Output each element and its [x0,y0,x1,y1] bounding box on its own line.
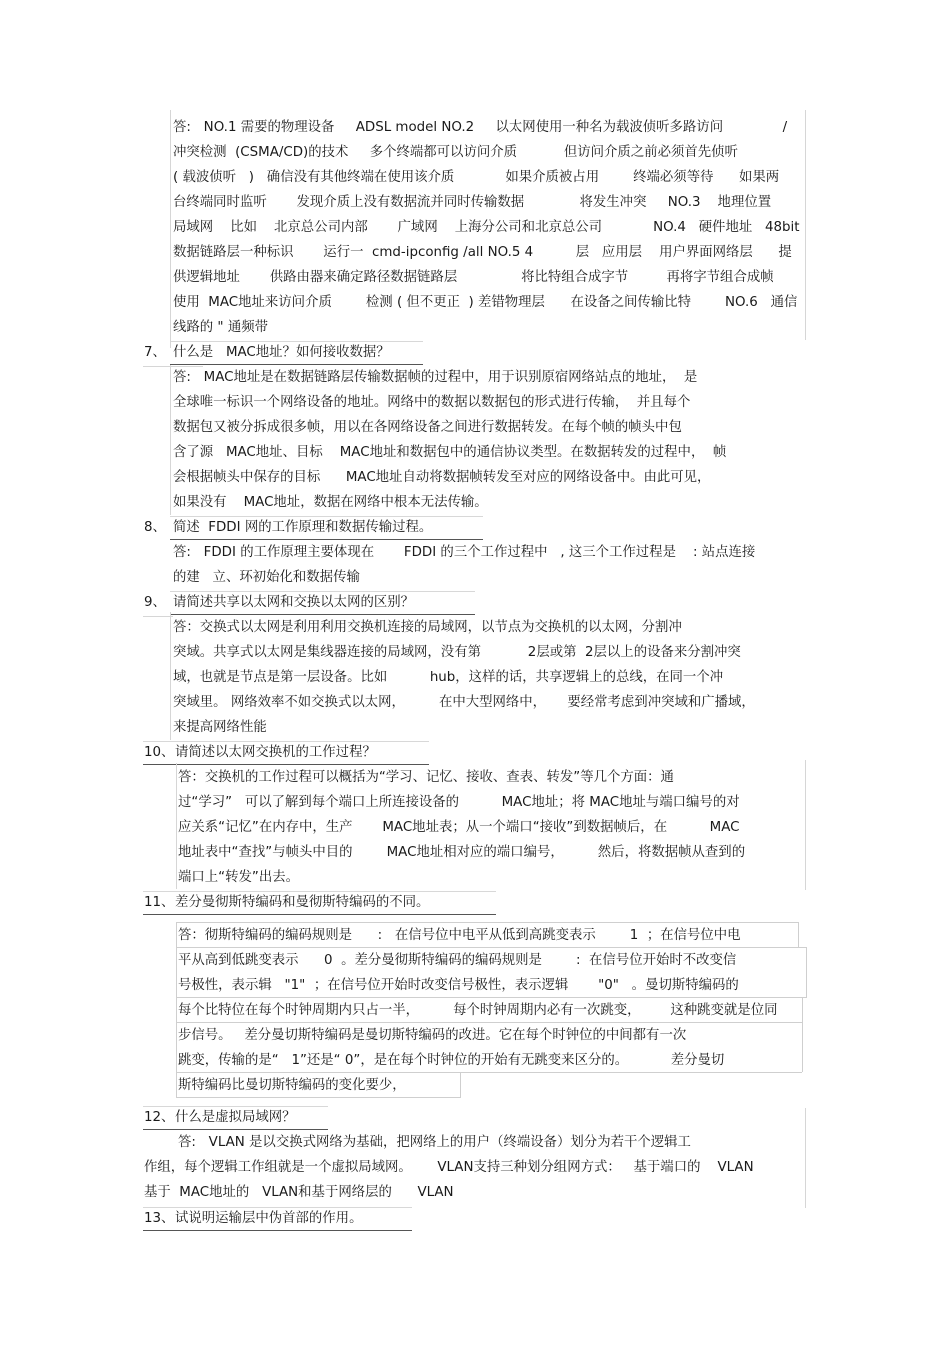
answer-line: 答: MAC地址是在数据链路层传输数据帧的过程中，用于识别原宿网络站点的地址， 是 [173,370,698,385]
right-rule [805,760,806,890]
answer-line: 数据链路层一种标识 运行一 cmd-ipconfig /all NO.5 4 层 应用层 用户界面网络层 提 [173,245,792,260]
question-title: 什么是 MAC地址？如何接收数据？ [173,345,390,360]
question-number: 9、 [144,595,166,610]
answer-line: 如果没有 MAC地址，数据在网络中根本无法传输。 [173,495,488,510]
answer-line: 答: FDDI 的工作原理主要体现在 FDDI 的三个工作过程中 , 这三个工作过程是 : 站点连接 [173,545,756,560]
question-title: 请简述以太网交换机的工作过程？ [175,745,376,760]
question-number: 13、 [144,1211,175,1226]
question-title: 请简述共享以太网和交换以太网的区别？ [173,595,415,610]
left-rule [170,110,171,348]
answer-line: 突域。共享式以太网是集线器连接的局域网，没有第 2层或第 2层以上的设备来分割冲突 [173,645,741,660]
answer-line: 应关系“记忆”在内存中，生产 MAC地址表；从一个端口“接收”到数据帧后，在 MAC [178,820,740,835]
right-rule [805,1108,806,1208]
answer-line: 答：交换机的工作过程可以概括为“学习、记忆、接收、查表、转发”等几个方面：通 [178,770,674,785]
answer-line: 答：交换式以太网是利用利用交换机连接的局域网，以节点为交换机的以太网，分割冲 [173,620,682,635]
answer-line: 含了源 MAC地址、目标 MAC地址和数据包中的通信协议类型。在数据转发的过程中， 帧 [173,445,727,460]
answer-line: 答: NO.1 需要的物理设备 ADSL model NO.2 以太网使用一种名为载波侦听多路访问 / [173,120,788,135]
answer-line: 答: VLAN 是以交换式网络为基础，把网络上的用户（终端设备）划分为若干个逻辑工 [178,1135,691,1150]
answer-line: 作组，每个逻辑工作组就是一个虚拟局域网。 VLAN支持三种划分组网方式： 基于端口的 VLAN [144,1160,754,1175]
answer-line: 数据包又被分拆成很多帧，用以在各网络设备之间进行数据转发。在每个帧的帧头中包 [173,420,682,435]
answer-line: 步信号。 差分曼切斯特编码是曼切斯特编码的改进。它在每个时钟位的中间都有一次 [178,1028,687,1043]
right-rule [805,110,806,340]
left-rule [176,763,177,889]
answer-line: 台终端同时监听 发现介质上没有数据流并同时传输数据 将发生冲突 NO.3 地理位置 [173,195,772,210]
separator-rule [143,366,203,367]
left-rule [170,612,171,740]
question-number: 8、 [144,520,166,535]
question-title: 什么是虚拟局域网？ [175,1110,296,1125]
answer-line: 局域网 比如 北京总公司内部 广域网 上海分公司和北京总公司 NO.4 硬件地址 48bit [173,220,800,235]
answer-line: 跳变，传输的是“ 1”还是“ 0”，是在每个时钟位的开始有无跳变来区分的。 差分曼切 [178,1053,725,1068]
answer-line: 基于 MAC地址的 VLAN和基于网络层的 VLAN [144,1185,454,1200]
answer-line: 会根据帧头中保存的目标 MAC地址自动将数据帧转发至对应的网络设备中。由此可见， [173,470,711,485]
left-rule [170,365,171,515]
answer-line: 供逻辑地址 供路由器来确定路径数据链路层 将比特组合成字节 再将字节组合成帧 [173,270,774,285]
answer-line: 冲突检测 (CSMA/CD)的技术 多个终端都可以访问介质 但访问介质之前必须首先侦听 [173,145,738,160]
separator-rule [143,616,173,617]
answer-line: 端口上“转发”出去。 [178,870,299,885]
answer-line: 突域里。 网络效率不如交换式以太网， 在中大型网络中， 要经常考虑到冲突域和广播域， [173,695,755,710]
question-title: 试说明运输层中伪首部的作用。 [175,1211,363,1226]
answer-line: 使用 MAC地址来访问介质 检测 ( 但不更正 ) 差错物理层 在设备之间传输比特 NO.6 通信 [173,295,798,310]
answer-line: 地址表中“查找”与帧头中目的 MAC地址相对应的端口编号， 然后，将数据帧从查到的 [178,845,746,860]
answer-line: ( 载波侦听 ) 确信没有其他终端在使用该介质 如果介质被占用 终端必须等待 如果两 [173,170,780,185]
question-number: 10、 [144,745,175,760]
question-number: 12、 [144,1110,175,1125]
answer-line: 斯特编码比曼切斯特编码的变化要少， [178,1078,406,1093]
answer-line: 全球唯一标识一个网络设备的地址。网络中的数据以数据包的形式进行传输， 并且每个 [173,395,691,410]
answer-line: 的建 立、环初始化和数据传输 [173,570,360,585]
answer-line: 过“学习” 可以了解到每个端口上所连接设备的 MAC地址；将 MAC地址与端口编号的对 [178,795,740,810]
answer-line: 来提高网络性能 [173,720,267,735]
answer-line: 答：彻斯特编码的编码规则是 : 在信号位中电平从低到高跳变表示 1 ；在信号位中电 [178,928,741,943]
answer-line: 每个比特位在每个时钟周期内只占一半， 每个时钟周期内必有一次跳变， 这种跳变就是位同 [178,1003,778,1018]
answer-line: 线路的 " 通频带 [173,320,269,335]
question-title: 简述 FDDI 网的工作原理和数据传输过程。 [173,520,433,535]
question-number: 7、 [144,345,166,360]
question-number: 11、 [144,895,175,910]
answer-line: 域，也就是节点是第一层设备。比如 hub，这样的话，共享逻辑上的总线，在同一个冲 [173,670,724,685]
answer-line: 号极性，表示辑 "1" ；在信号位开始时改变信号极性，表示逻辑 "0" 。曼切斯特编码的 [178,978,739,993]
answer-line: 平从高到低跳变表示 0 。差分曼彻斯特编码的编码规则是 : 在信号位开始时不改变信 [178,953,737,968]
question-title: 差分曼彻斯特编码和曼彻斯特编码的不同。 [175,895,430,910]
